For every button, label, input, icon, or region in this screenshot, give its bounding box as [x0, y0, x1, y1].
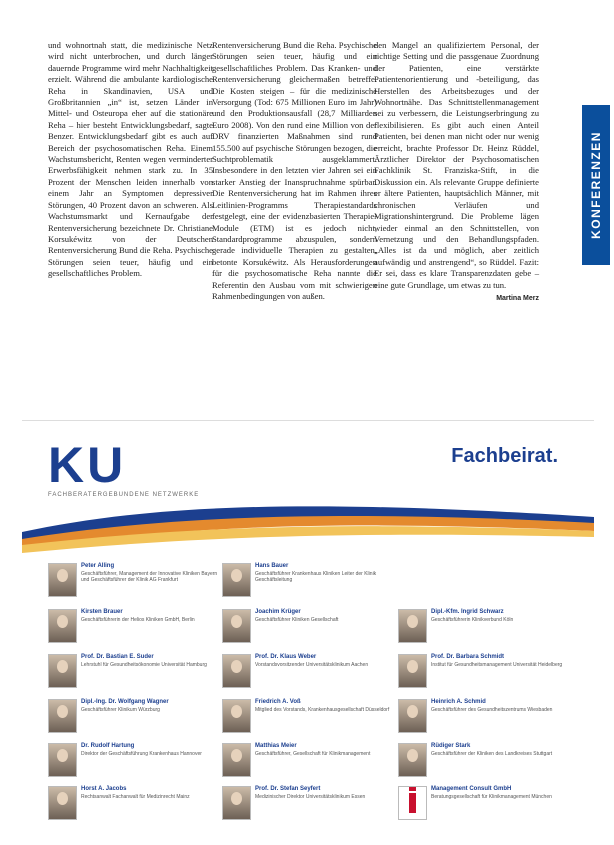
board-member — [222, 563, 402, 599]
board-member — [48, 609, 228, 645]
member-photo — [48, 563, 77, 597]
member-name: Friedrich A. Voß — [255, 699, 301, 705]
board-member — [398, 699, 578, 735]
member-name: Rüdiger Stark — [431, 743, 471, 749]
board-member — [222, 699, 402, 735]
article-column-3 — [374, 40, 539, 304]
member-description: Geschäftsführer, Gesellschaft für Klinikmanagement — [255, 751, 371, 757]
member-name: Dr. Rudolf Hartung — [81, 743, 135, 749]
member-description: Geschäftsführer, Management der Innovative Kliniken Bayern und Geschäftsführer der Klinik AG Frankfurt — [81, 571, 218, 584]
ad-title: Fachbeirat. — [451, 445, 558, 467]
member-name: Kirsten Brauer — [81, 609, 123, 615]
member-name: Prof. Dr. Stefan Seyfert — [255, 786, 321, 792]
board-member — [48, 563, 228, 599]
board-member — [48, 743, 228, 779]
member-name: Horst A. Jacobs — [81, 786, 127, 792]
member-photo — [48, 609, 77, 643]
member-description: Geschäftsführer Krankenhaus Kliniken Leiter der Klinik Geschäftsleitung — [255, 571, 377, 584]
member-name: Joachim Krüger — [255, 609, 301, 615]
board-member — [222, 609, 402, 645]
member-photo — [398, 609, 427, 643]
logo-subtitle: FACHBERATERGEBUNDENE NETZWERKE — [48, 492, 200, 498]
member-name: Prof. Dr. Klaus Weber — [255, 654, 317, 660]
board-member — [398, 786, 578, 822]
member-name: Prof. Dr. Bastian E. Suder — [81, 654, 154, 660]
member-description: Medizinischer Direktor Universitätsklinikum Essen — [255, 794, 366, 800]
section-tab — [582, 105, 610, 265]
member-photo — [398, 699, 427, 733]
decorative-wave — [22, 487, 594, 559]
member-photo — [398, 786, 427, 820]
member-description: Beratungsgesellschaft für Klinikmanagement München — [431, 794, 552, 800]
article-text-3: den Mangel an qualifiziertem Personal, der richtige Setting und die passgenaue Zuordnung der Patienten, eine verstärkte Patientenorientierung und -beteiligung, das Herstellen des Arbeitsbezuges und der Wohnortnähe. Das Schnittstellenmanagement sei zu verbessern, die Leistungserbringung zu flexibilisieren. Es gibt auch einen Anteil Patienten, bei denen man nicht oder nur wenig erreicht, brachte Professor Dr. Heinz Rüddel, Ärztlicher Direktor der Psychosomatischen Fachklinik St. Franziska-Stift, in die Diskussion ein. Als relevante Gruppe definierte er ältere Patienten, hauptsächlich Männer, mit chronischen Verläufen und Migrationshintergrund. Die Probleme lägen wieder einmal an den Schnittstellen, von Vernetzung und den Behandlungspfaden. „Alles ist da und möglich, aber zeitlich aufwändig und anstrengend“, so Rüddel. Fazit: Er sei, dass es klare Transparenzdaten gebe – eine gute Grundlage, um etwas zu tun. — [374, 40, 539, 290]
board-member — [398, 609, 578, 645]
member-description: Geschäftsführer Klinikum Würzburg — [81, 707, 160, 713]
member-photo — [222, 743, 251, 777]
member-photo — [222, 563, 251, 597]
member-name: Dipl.-Kfm. Ingrid Schwarz — [431, 609, 504, 615]
member-description: Vorstandsvorsitzender Universitätsklinikum Aachen — [255, 662, 369, 668]
member-description: Direktor der Geschäftsführung Krankenhaus Hannover — [81, 751, 202, 757]
member-name: Management Consult GmbH — [431, 786, 512, 792]
board-member — [222, 786, 402, 822]
member-photo — [222, 786, 251, 820]
member-name: Heinrich A. Schmid — [431, 699, 486, 705]
member-description: Geschäftsführerin Klinikverbund Köln — [431, 617, 514, 623]
member-description: Geschäftsführerin der Helios Kliniken GmbH, Berlin — [81, 617, 195, 623]
advertisement — [22, 420, 594, 833]
board-member — [48, 699, 228, 735]
board-member — [222, 743, 402, 779]
logo-mark: KU — [48, 437, 127, 493]
board-member — [222, 654, 402, 690]
member-photo — [48, 743, 77, 777]
member-photo — [222, 654, 251, 688]
member-description: Geschäftsführer der Kliniken des Landkreises Stuttgart — [431, 751, 553, 757]
section-tab-label: KONFERENZEN — [589, 131, 603, 239]
article-author: Martina Merz — [496, 294, 539, 302]
member-photo — [48, 654, 77, 688]
member-photo — [398, 743, 427, 777]
article-text-1: und wohnortnah statt, die medizinische Netz wird nicht unterbrochen, und durch länger dauernde Programme wird mehr Nachhaltigkeit erzielt. Während die ambulante kardiologische Reha in Skandinavien, USA und Großbritannien „in“ ist, setzen Länder in Mittel- und Osteuropa eher auf die stationäre Reha – hier besteht Entwicklungsbedarf, sagte Benzer. Entwicklungsbedarf gibt es auch auf Bereich der psychosomatischen Reha. Einem Wachstumsbericht, Renten wegen verminderter Erwerbsfähigkeit nehmen stark zu. In 35 Prozent der Menschen leiden innerhalb von einem Jahr an Symptomen depressiver Störungen, 40 Prozent davon an schweren. Als Wachstumsmarkt und Kernaufgabe der Rentenversicherung bezeichnete Dr. Christiane Korsukéwitz von der Deutschen Rentenversicherung Bund die Reha. Psychische Störungen seien teuer, häufig und ein gesellschaftliches Problem. — [48, 40, 213, 279]
board-member — [48, 786, 228, 822]
member-name: Matthias Meier — [255, 743, 297, 749]
member-description: Institut für Gesundheitsmanagement Universität Heidelberg — [431, 662, 563, 668]
board-member — [48, 654, 228, 690]
member-name: Dipl.-Ing. Dr. Wolfgang Wagner — [81, 699, 169, 705]
company-logo-icon — [399, 787, 426, 819]
member-description: Rechtsanwalt Fachanwalt für Medizinrecht Mainz — [81, 794, 190, 800]
member-photo — [48, 786, 77, 820]
board-member — [398, 654, 578, 690]
member-photo — [222, 609, 251, 643]
member-description: Lehrstuhl für Gesundheitsökonomie Universität Hamburg — [81, 662, 207, 668]
member-name: Prof. Dr. Barbara Schmidt — [431, 654, 505, 660]
member-description: Mitglied des Vorstands, Krankenhausgesellschaft Düsseldorf — [255, 707, 390, 713]
board-member — [398, 743, 578, 779]
member-description: Geschäftsführer Kliniken Gesellschaft — [255, 617, 339, 623]
article-column-2 — [212, 40, 377, 302]
article-text-2: Rentenversicherung Bund die Reha. Psychische Störungen seien teuer, häufig und ein gesellschaftliches Problem. Das Kranken- und Rentenversicherung gleichermaßen betreffe. Die Kosten steigen – für die medizinische Versorgung (Tod: 675 Millionen Euro im Jahr) und den Produktionsausfall (28,7 Milliarden Euro 2008). Von den rund eine Million von der DRV finanzierten Maßnahmen sind rund 155.500 auf psychische Störungen bezogen, die Suchtproblematik ausgeklammert. Insbesondere in den letzten vier Jahren sei ein starker Anstieg der Inanspruchnahme spürbar. Die Rentenversicherung hat im Rahmen ihres Leitlinien-Programms Therapiestandards festgelegt, eine der evidenzbasierten Therapie-Module (ETM) ist es jedoch nicht, Standardprogramme abzuspulen, sondern gerade individuelle Therapien zu gestalten, betonte Korsukéwitz. Als Herausforderungen für die psychosomatische Reha nannte die Referentin den Ausbau vom mit schwierigen Rahmenbedingungen von außen. — [212, 40, 377, 301]
member-photo — [48, 699, 77, 733]
article-column-1 — [48, 40, 213, 280]
member-photo — [398, 654, 427, 688]
member-description: Geschäftsführer des Gesundheitszentrums Wiesbaden — [431, 707, 553, 713]
member-name: Peter Alling — [81, 563, 115, 569]
member-photo — [222, 699, 251, 733]
member-name: Hans Bauer — [255, 563, 289, 569]
